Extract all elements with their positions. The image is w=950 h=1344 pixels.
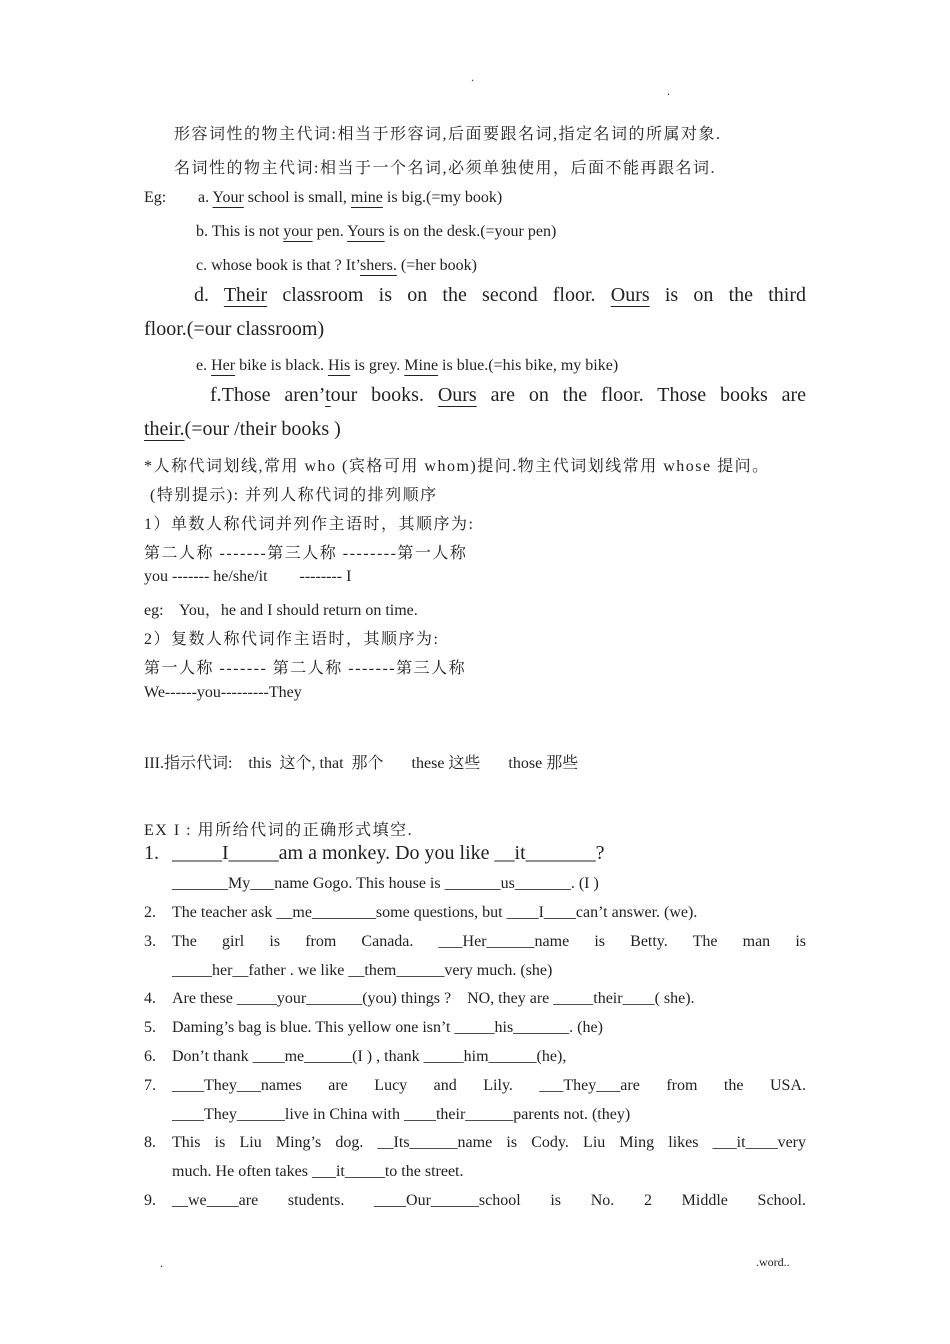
footer-word: .word.. [756,1255,790,1269]
exercise-item-9-line-1: __we____are students. ____Our______school is No. 2 Middle School. [172,1192,806,1209]
exercise-item-7-line-2: ____They______live in China with ____their______parents not. (they) [172,1106,631,1123]
note-singular-eg: eg: You，he and I should return on time. [144,602,418,619]
intro-line-1: 形容词性的物主代词:相当于形容词,后面要跟名词,指定名词的所属对象. [174,126,722,143]
exercise-item-2-line-1: The teacher ask __me________some questions, but ____I____can’t answer. (we). [172,904,698,921]
note-singular-order: 第二人称 -------第三人称 --------第一人称 [144,545,468,562]
example-d-cont: floor.(=our classroom) [144,318,325,340]
exercise-item-4-line-1: Are these _____your_______(you) things ? NO, they are _____their____( she). [172,990,695,1007]
exercise-item-1-line-2: _______My___name Gogo. This house is _______us_______. (I ) [172,875,599,892]
footer-dot: . [160,1256,163,1270]
header-dot-right: . [667,84,670,98]
note-plural: 2）复数人称代词作主语时，其顺序为: [144,631,440,648]
example-e: e. Her bike is black. His is grey. Mine is blue.(=his bike, my bike) [196,357,619,374]
note-singular-words: you ------- he/she/it -------- I [144,568,352,585]
header-dot-left: . [471,70,474,84]
item-number: 3. [144,933,156,950]
examples-label: Eg: [144,189,167,206]
note-plural-order: 第一人称 ------- 第二人称 -------第三人称 [144,660,467,677]
exercise-item-6-line-1: Don’t thank ____me______(I ) , thank _____him______(he), [172,1048,567,1065]
item-number: 4. [144,990,156,1007]
section-demonstratives: III.指示代词: this 这个, that 那个 these 这些 those 那些 [144,755,579,772]
example-f: f.Those aren’tour books. Ours are on the floor. Those books are [210,384,807,406]
note-star: *人称代词划线,常用 who (宾格可用 whom)提问.物主代词划线常用 whose 提问。 [144,458,770,475]
exercise-title: EX I : 用所给代词的正确形式填空. [144,822,414,839]
item-number: 2. [144,904,156,921]
example-c: c. whose book is that ? It’shers. (=her book) [196,257,477,274]
exercise-item-7-line-1: ____They___names are Lucy and Lily. ___They___are from the USA. [172,1077,806,1094]
example-d: d. Their classroom is on the second floor. Ours is on the third [194,284,806,306]
exercise-item-5-line-1: Daming’s bag is blue. This yellow one isn’t _____his_______. (he) [172,1019,603,1036]
exercise-item-8-line-2: much. He often takes ___it_____to the street. [172,1163,464,1180]
item-number: 1. [144,842,159,864]
exercise-item-3-line-2: _____her__father . we like __them______very much. (she) [172,962,553,979]
note-plural-words: We------you---------They [144,684,302,701]
item-number: 8. [144,1134,156,1151]
example-b: b. This is not your pen. Yours is on the desk.(=your pen) [196,223,557,240]
exercise-item-8-line-1: This is Liu Ming’s dog. __Its______name is Cody. Liu Ming likes ___it____very [172,1134,806,1151]
exercise-item-1-line-1: _____I_____am a monkey. Do you like __it_______? [172,842,605,864]
example-a: a. Your school is small, mine is big.(=my book) [198,189,503,206]
item-number: 7. [144,1077,156,1094]
item-number: 9. [144,1192,156,1209]
item-number: 6. [144,1048,156,1065]
note-singular: 1）单数人称代词并列作主语时，其顺序为: [144,516,475,533]
intro-line-2: 名词性的物主代词:相当于一个名词,必须单独使用，后面不能再跟名词. [174,160,716,177]
item-number: 5. [144,1019,156,1036]
exercise-item-3-line-1: The girl is from Canada. ___Her______name is Betty. The man is [172,933,806,950]
note-tip: (特别提示): 并列人称代词的排列顺序 [150,487,438,504]
example-f-cont: their.(=our /their books ) [144,418,341,440]
